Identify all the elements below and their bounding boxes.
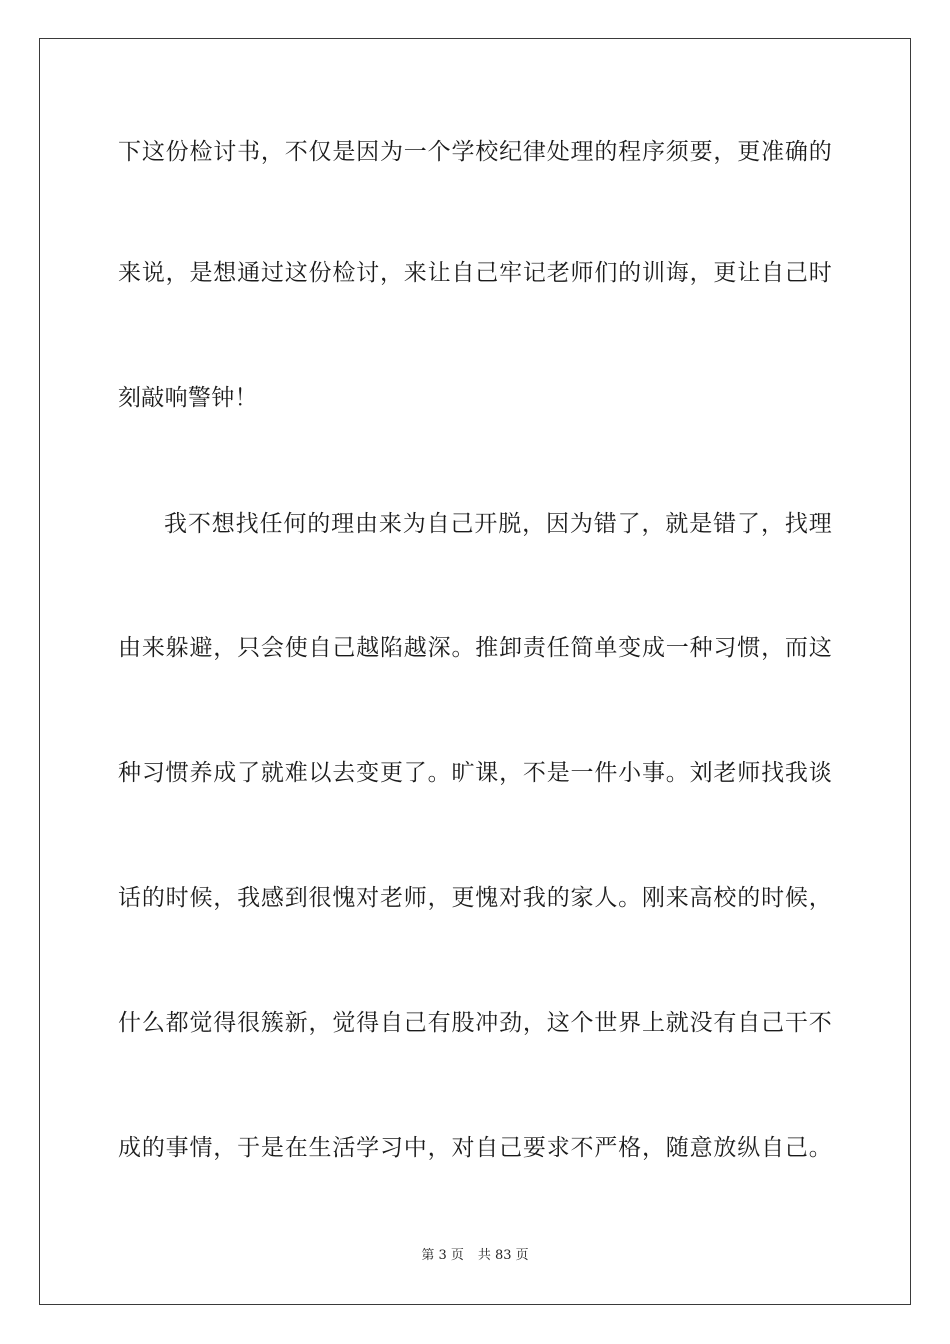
- body-text-line-4: 我不想找任何的理由来为自己开脱，因为错了，就是错了，找理: [164, 511, 832, 537]
- page-footer: [0, 1247, 950, 1265]
- total-pages: 共 83 页: [477, 1248, 529, 1263]
- body-text-line-2: 来说，是想通过这份检讨，来让自己牢记老师们的训诲，更让自己时: [118, 260, 832, 286]
- body-text-line-1: 下这份检讨书，不仅是因为一个学校纪律处理的程序须要，更准确的: [118, 139, 832, 165]
- body-text-line-3: 刻敲响警钟！: [118, 385, 258, 411]
- body-text-line-9: 成的事情，于是在生活学习中，对自己要求不严格，随意放纵自己。: [118, 1135, 832, 1161]
- body-text-line-6: 种习惯养成了就难以去变更了。旷课，不是一件小事。刘老师找我谈: [118, 760, 832, 786]
- body-text-line-5: 由来躲避，只会使自己越陷越深。推卸责任简单变成一种习惯，而这: [118, 635, 832, 661]
- body-text-line-8: 什么都觉得很簇新，觉得自己有股冲劲，这个世界上就没有自己干不: [118, 1010, 832, 1036]
- body-text-line-7: 话的时候，我感到很愧对老师，更愧对我的家人。刚来高校的时候，: [118, 885, 832, 911]
- page-border: [39, 38, 911, 1305]
- page-number: 第 3 页: [421, 1248, 464, 1263]
